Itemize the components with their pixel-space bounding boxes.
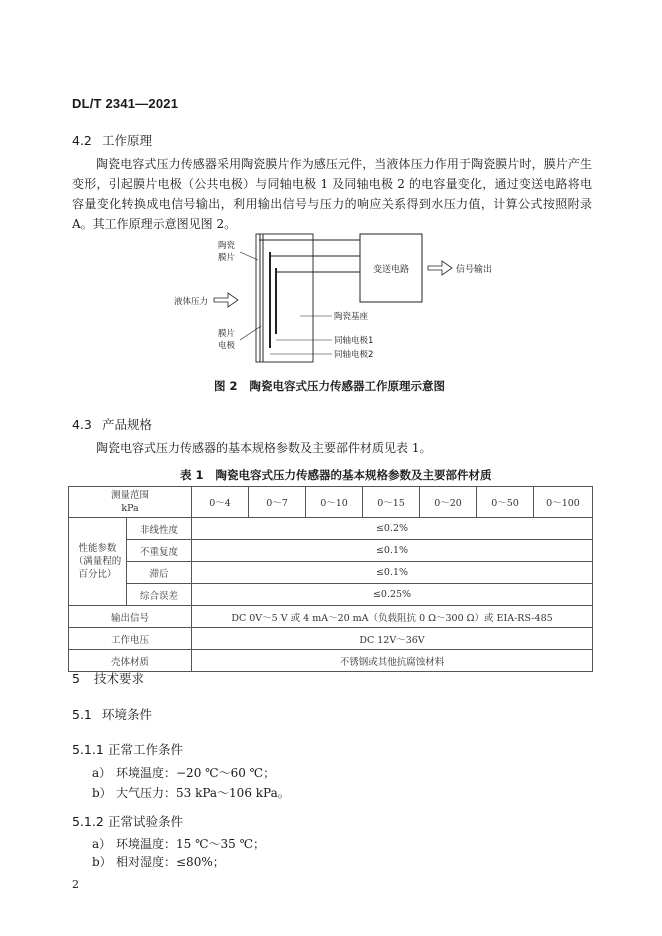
list-text: 相对湿度：≤80%； bbox=[116, 855, 225, 869]
section-4-3-paragraph: 陶瓷电容式压力传感器的基本规格参数及主要部件材质见表 1。 bbox=[96, 441, 432, 455]
diaphragm-electrode-label: 膜片 bbox=[218, 329, 236, 339]
row-value-cell: ≤0.2% bbox=[192, 518, 593, 540]
list-text: 大气压力：53 kPa～106 kPa。 bbox=[116, 786, 290, 800]
section-4-3-heading bbox=[72, 415, 152, 433]
diaphragm-electrode bbox=[260, 234, 263, 362]
list-marker: a） bbox=[92, 766, 112, 780]
section-number: 5 bbox=[72, 671, 80, 686]
ceramic-base-label: 陶瓷基座 bbox=[334, 312, 369, 322]
output-arrow-icon bbox=[428, 261, 452, 275]
section-title: 正常工作条件 bbox=[108, 742, 184, 757]
group-label-line: （满量程的 bbox=[73, 556, 122, 567]
table-row bbox=[69, 540, 593, 562]
row-label-cell: 输出信号 bbox=[69, 606, 192, 628]
list-item bbox=[92, 835, 265, 852]
table-row bbox=[69, 518, 593, 540]
list-marker: a） bbox=[92, 837, 112, 851]
table-row bbox=[69, 606, 593, 628]
section-title: 环境条件 bbox=[102, 707, 153, 722]
row-value-cell: ≤0.1% bbox=[192, 540, 593, 562]
page-number: 2 bbox=[72, 878, 79, 891]
leader-line bbox=[240, 252, 258, 260]
leader-line bbox=[240, 326, 261, 340]
range-unit: kPa bbox=[121, 503, 139, 514]
table-number: 表 1 bbox=[180, 468, 204, 482]
section-title: 工作原理 bbox=[102, 133, 153, 148]
row-value-cell: ≤0.25% bbox=[192, 584, 593, 606]
table-row bbox=[69, 650, 593, 672]
list-item bbox=[92, 784, 290, 801]
row-label-cell: 非线性度 bbox=[127, 518, 192, 540]
list-text: 环境温度：−20 ℃～60 ℃； bbox=[116, 766, 276, 780]
table-row bbox=[69, 562, 593, 584]
ceramic-diaphragm-label: 膜片 bbox=[218, 253, 236, 263]
section-5-1-2-heading bbox=[72, 812, 183, 830]
performance-group-cell bbox=[69, 518, 127, 606]
range-cell: 0～10 bbox=[306, 487, 363, 518]
row-value-cell: DC 12V～36V bbox=[192, 628, 593, 650]
list-item bbox=[92, 764, 275, 781]
section-number: 5.1.2 bbox=[72, 814, 104, 829]
section-5-heading bbox=[72, 669, 144, 687]
section-number: 4.3 bbox=[72, 417, 92, 432]
section-4-2-heading bbox=[72, 131, 152, 149]
table-1-caption bbox=[180, 467, 492, 483]
section-title: 产品规格 bbox=[102, 417, 153, 432]
section-number: 5.1.1 bbox=[72, 742, 104, 757]
liquid-pressure-label: 液体压力 bbox=[174, 297, 209, 307]
row-label-cell: 工作电压 bbox=[69, 628, 192, 650]
table-row bbox=[69, 628, 593, 650]
coax-electrode-1-label: 同轴电极1 bbox=[334, 336, 374, 346]
row-label-cell: 不重复度 bbox=[127, 540, 192, 562]
range-cell: 0～100 bbox=[534, 487, 593, 518]
group-label-line: 百分比） bbox=[78, 569, 117, 580]
range-cell: 0～4 bbox=[192, 487, 249, 518]
list-marker: b） bbox=[92, 786, 112, 800]
row-value-cell: 不锈钢或其他抗腐蚀材料 bbox=[192, 650, 593, 672]
range-cell: 0～7 bbox=[249, 487, 306, 518]
list-marker: b） bbox=[92, 855, 112, 869]
standard-code: DL/T 2341—2021 bbox=[72, 96, 179, 111]
list-item bbox=[92, 853, 225, 870]
section-5-1-heading bbox=[72, 705, 152, 723]
row-label-cell: 壳体材质 bbox=[69, 650, 192, 672]
section-title: 技术要求 bbox=[94, 671, 145, 686]
table-caption-text: 陶瓷电容式压力传感器的基本规格参数及主要部件材质 bbox=[215, 468, 492, 482]
pressure-arrow-icon bbox=[214, 293, 238, 307]
row-value-cell: DC 0V～5 V 或 4 mA～20 mA（负载阻抗 0 Ω～300 Ω）或 EIA-RS-485 bbox=[192, 606, 593, 628]
section-title: 正常试验条件 bbox=[108, 814, 184, 829]
group-label-line: 性能参数 bbox=[78, 543, 117, 554]
section-number: 5.1 bbox=[72, 707, 92, 722]
range-header-cell bbox=[69, 487, 192, 518]
list-text: 环境温度：15 ℃～35 ℃； bbox=[116, 837, 266, 851]
signal-output-label: 信号输出 bbox=[456, 265, 493, 275]
diaphragm-electrode-label: 电极 bbox=[218, 341, 236, 351]
circuit-label: 变送电路 bbox=[372, 265, 410, 275]
section-4-2-paragraph: 陶瓷电容式压力传感器采用陶瓷膜片作为感压元件，当液体压力作用于陶瓷膜片时，膜片产生变形，引起膜片电极（公共电极）与同轴电极 1 及同轴电极 2 的电容量变化，通过变送电路将电容量变化转换成电信号输出，利用输出信号与压力的响应关系得到水压力值，计算公式按照附录 A。其工作原理示意图见图 2。 bbox=[72, 157, 592, 231]
figure-number: 图 2 bbox=[214, 379, 238, 393]
row-label-cell: 综合误差 bbox=[127, 584, 192, 606]
table-row bbox=[69, 487, 593, 518]
figure-2-diagram bbox=[160, 226, 520, 364]
section-number: 4.2 bbox=[72, 133, 92, 148]
ceramic-diaphragm bbox=[256, 234, 260, 362]
coax-electrode-2-label: 同轴电极2 bbox=[334, 350, 374, 360]
figure-caption-text: 陶瓷电容式压力传感器工作原理示意图 bbox=[249, 379, 446, 393]
range-cell: 0～50 bbox=[477, 487, 534, 518]
spec-table bbox=[68, 486, 593, 672]
range-cell: 0～20 bbox=[420, 487, 477, 518]
range-cell: 0～15 bbox=[363, 487, 420, 518]
figure-2-caption bbox=[214, 378, 445, 394]
section-5-1-1-heading bbox=[72, 740, 183, 758]
row-label-cell: 滞后 bbox=[127, 562, 192, 584]
ceramic-diaphragm-label: 陶瓷 bbox=[218, 241, 236, 251]
row-value-cell: ≤0.1% bbox=[192, 562, 593, 584]
range-label: 测量范围 bbox=[111, 490, 150, 501]
table-row bbox=[69, 584, 593, 606]
